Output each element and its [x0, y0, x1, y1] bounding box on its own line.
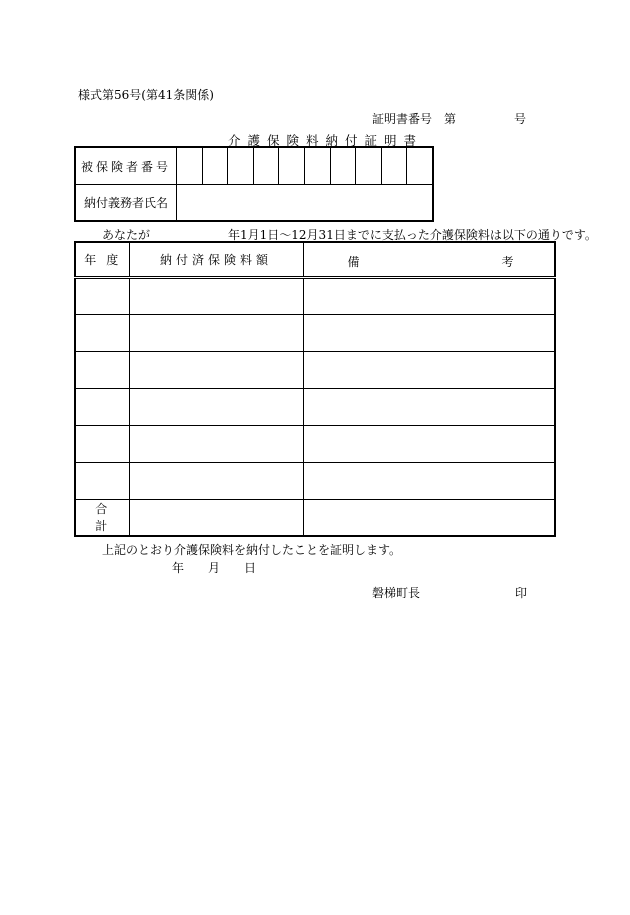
insured-number-cells	[177, 148, 432, 184]
insured-info-table	[74, 146, 434, 222]
insured-number-digit-cell[interactable]	[407, 148, 432, 184]
payer-name-label: 納付義務者氏名	[76, 185, 177, 220]
certificate-number-prefix: 第	[444, 112, 457, 126]
payment-table	[74, 241, 556, 537]
issuer-name: 磐梯町長	[372, 586, 421, 600]
header-remarks-1: 備	[347, 255, 360, 269]
header-paid-amount: 納付済保険料額	[129, 242, 303, 278]
amount-cell[interactable]	[129, 462, 303, 499]
insured-number-label: 被保険者番号	[76, 148, 177, 184]
header-remarks-2: 考	[501, 255, 514, 269]
table-row	[75, 315, 555, 352]
total-row	[75, 499, 555, 536]
header-year: 年度	[75, 242, 129, 278]
insured-number-digit-cell[interactable]	[356, 148, 382, 184]
table-row	[75, 352, 555, 389]
year-cell[interactable]	[75, 315, 129, 352]
table-row	[75, 278, 555, 315]
total-label: 合計	[75, 499, 129, 536]
insured-number-digit-cell[interactable]	[228, 148, 254, 184]
form-label: 様式第56号(第41条関係)	[78, 88, 214, 102]
header-remarks	[303, 242, 555, 278]
year-cell[interactable]	[75, 388, 129, 425]
closing-statement: 上記のとおり介護保険料を納付したことを証明します。	[102, 543, 402, 557]
issue-date	[172, 559, 256, 576]
amount-cell[interactable]	[129, 315, 303, 352]
remarks-cell[interactable]	[303, 315, 555, 352]
remarks-cell[interactable]	[303, 352, 555, 389]
year-cell[interactable]	[75, 352, 129, 389]
table-row	[75, 425, 555, 462]
total-remarks-cell[interactable]	[303, 499, 555, 536]
insured-number-row	[76, 148, 432, 185]
document-title: 介護保険料納付証明書	[228, 133, 424, 148]
date-year: 年	[172, 561, 185, 575]
payer-name-field[interactable]	[177, 185, 432, 220]
remarks-cell[interactable]	[303, 278, 555, 315]
insured-number-digit-cell[interactable]	[203, 148, 229, 184]
table-row	[75, 462, 555, 499]
amount-cell[interactable]	[129, 425, 303, 462]
insured-number-digit-cell[interactable]	[279, 148, 305, 184]
amount-cell[interactable]	[129, 388, 303, 425]
payer-name-row	[76, 185, 432, 220]
insured-number-digit-cell[interactable]	[382, 148, 408, 184]
date-month: 月	[208, 561, 221, 575]
remarks-cell[interactable]	[303, 388, 555, 425]
insured-number-digit-cell[interactable]	[331, 148, 357, 184]
insured-number-digit-cell[interactable]	[254, 148, 280, 184]
total-amount-cell[interactable]	[129, 499, 303, 536]
period-lead: あなたが	[102, 228, 151, 242]
period-body: 年1月1日～12月31日までに支払った介護保険料は以下の通りです。	[228, 228, 597, 242]
certificate-number-label: 証明書番号	[372, 112, 433, 126]
certificate-number-suffix: 号	[514, 112, 527, 126]
date-day: 日	[244, 561, 257, 575]
seal-mark: 印	[515, 586, 528, 600]
payment-table-header	[75, 242, 555, 278]
certificate-number	[372, 110, 526, 127]
remarks-cell[interactable]	[303, 425, 555, 462]
insured-number-digit-cell[interactable]	[177, 148, 203, 184]
year-cell[interactable]	[75, 278, 129, 315]
table-row	[75, 388, 555, 425]
year-cell[interactable]	[75, 462, 129, 499]
amount-cell[interactable]	[129, 278, 303, 315]
year-cell[interactable]	[75, 425, 129, 462]
insured-number-digit-cell[interactable]	[305, 148, 331, 184]
amount-cell[interactable]	[129, 352, 303, 389]
remarks-cell[interactable]	[303, 462, 555, 499]
